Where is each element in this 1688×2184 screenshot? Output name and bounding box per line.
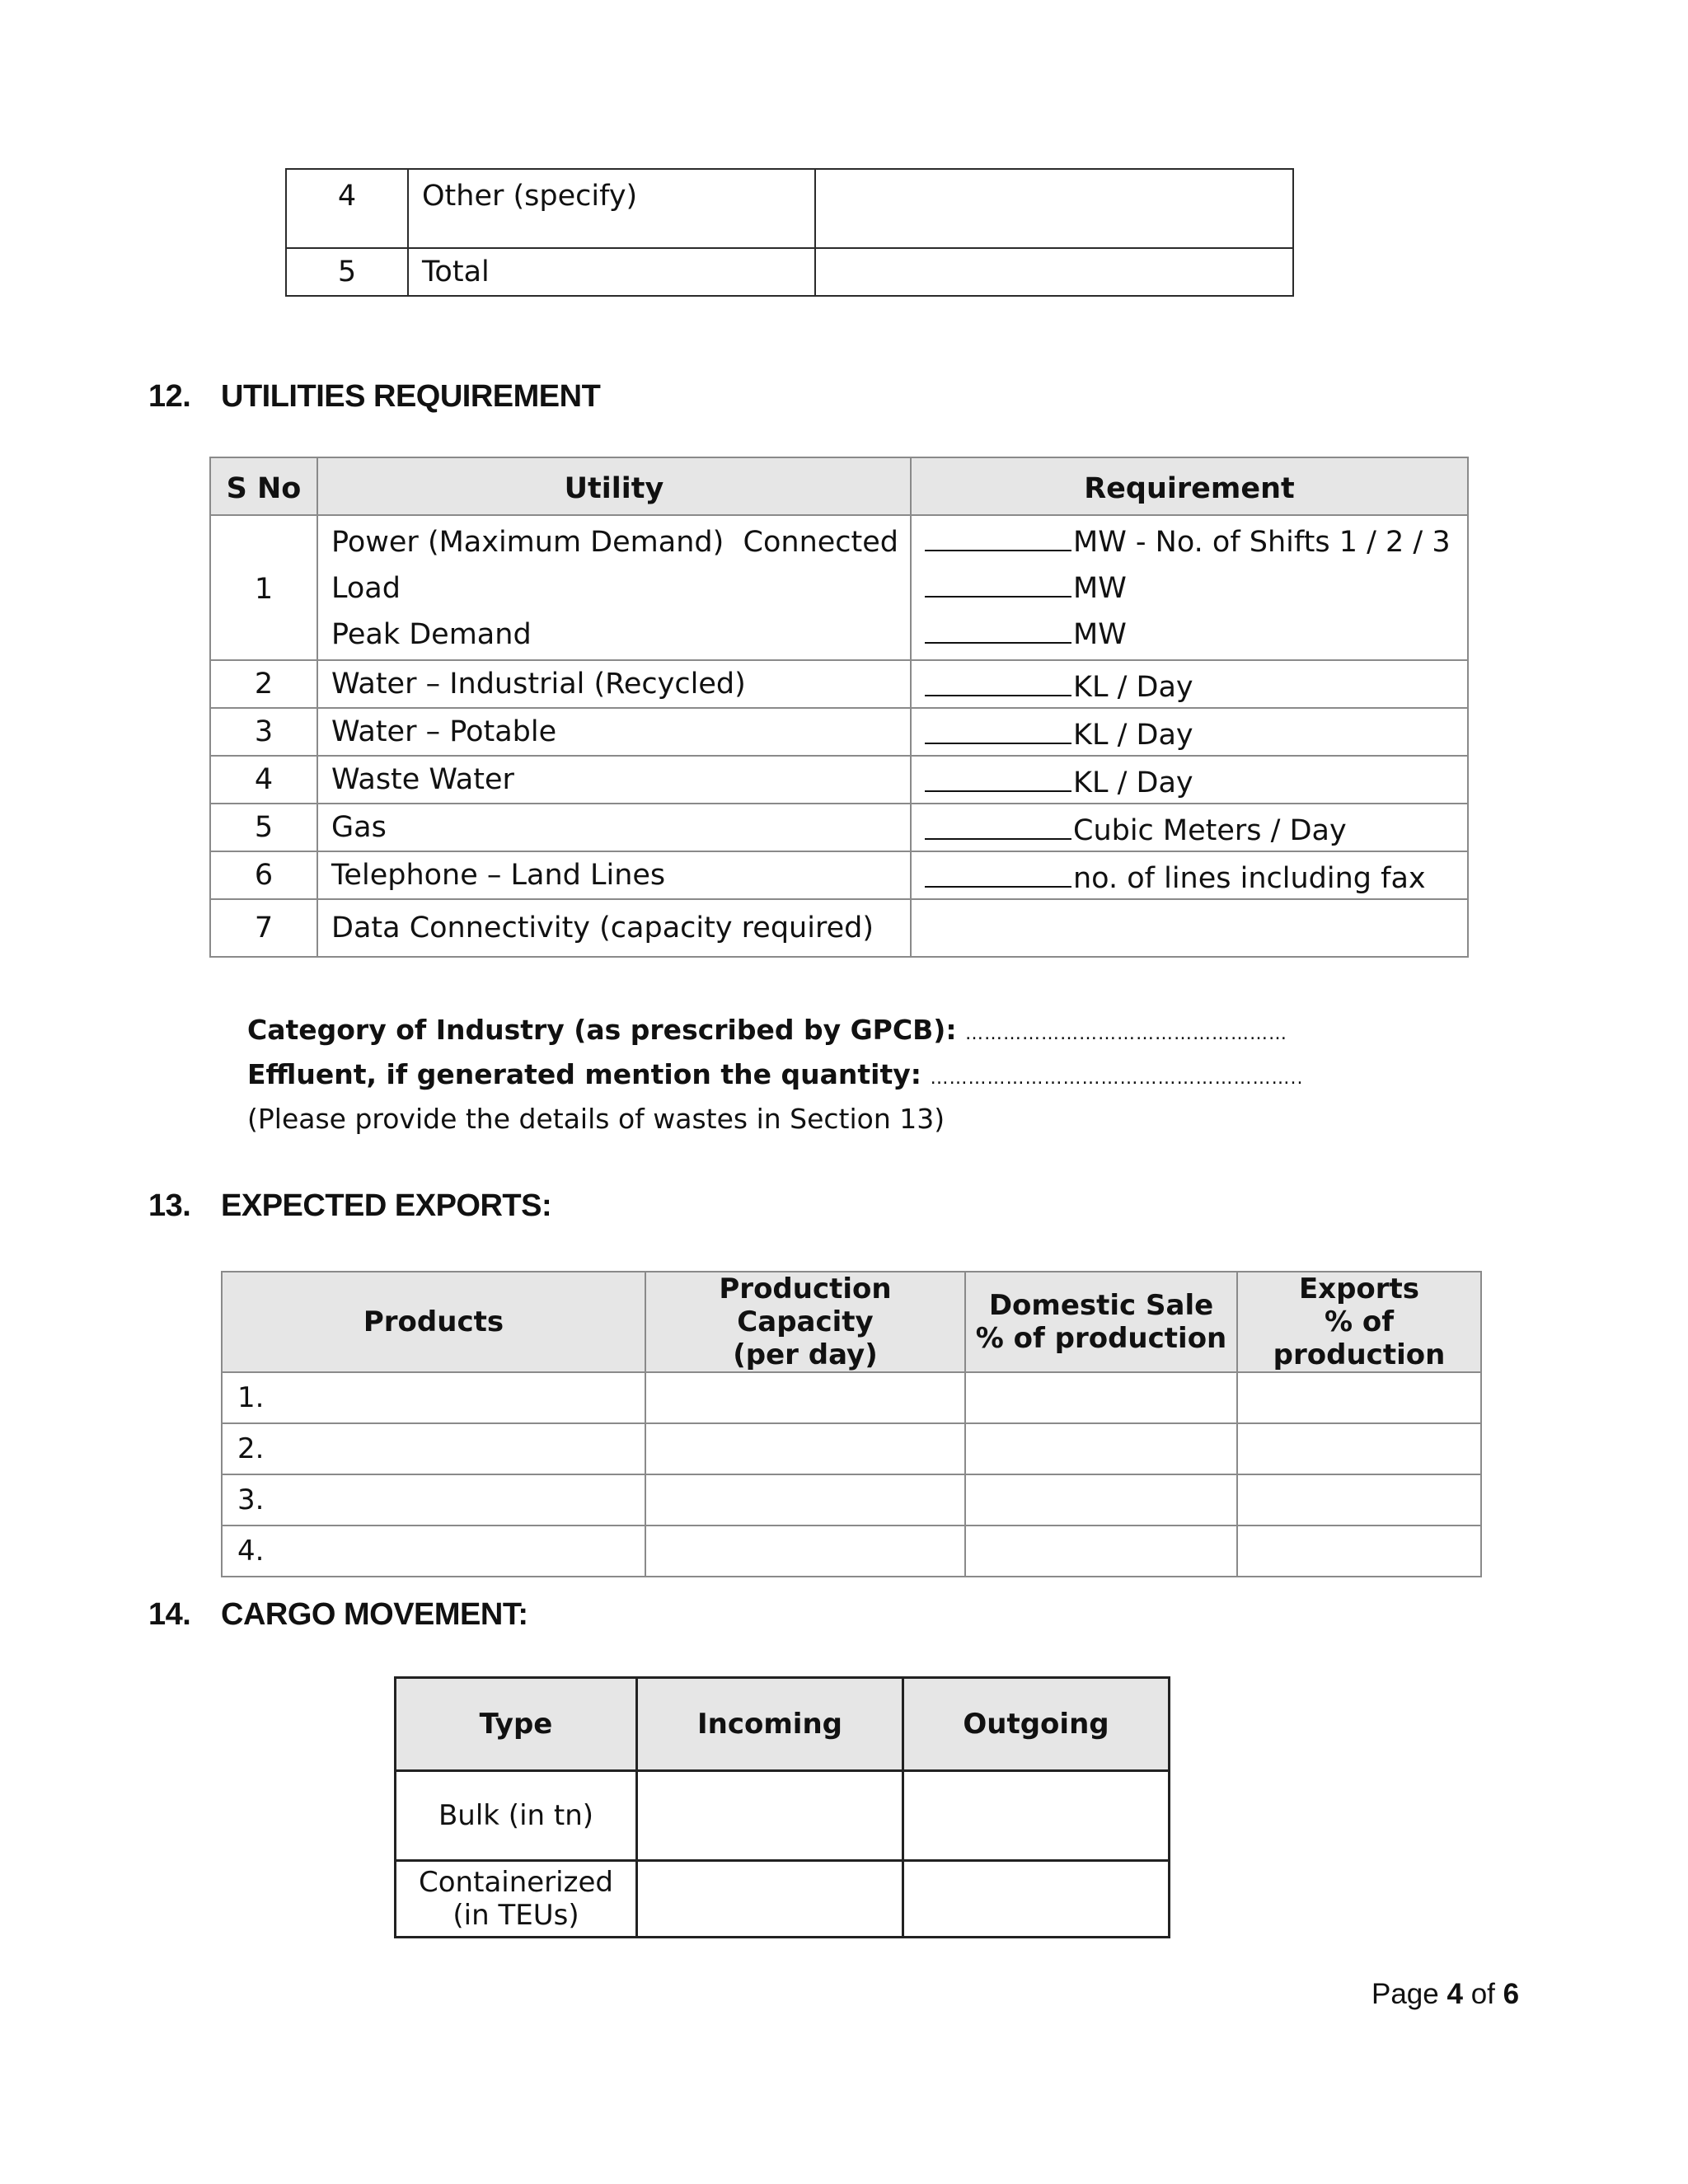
column-header-type: Type — [396, 1678, 637, 1771]
table-row — [222, 1526, 1481, 1577]
table-row — [210, 515, 1468, 660]
cargo-table — [394, 1676, 1170, 1938]
column-header-domestic — [965, 1272, 1237, 1372]
section-13-heading — [148, 1188, 551, 1224]
peak-demand-label: Peak Demand — [331, 618, 532, 651]
product-number: 3. — [222, 1474, 645, 1526]
requirement-line — [925, 612, 1467, 658]
requirement-line — [925, 565, 1467, 612]
blank-field[interactable] — [925, 612, 1071, 644]
column-header-outgoing: Outgoing — [903, 1678, 1170, 1771]
category-line — [247, 1014, 1287, 1046]
row-number: 4 — [286, 169, 408, 248]
table-row — [222, 1474, 1481, 1526]
header-line: Production Capacity — [719, 1272, 892, 1338]
requirement-cell[interactable] — [911, 899, 1468, 957]
header-line: % of production — [1273, 1305, 1446, 1371]
row-number: 1 — [210, 515, 317, 660]
utility-label: Water – Industrial (Recycled) — [317, 660, 911, 708]
column-header-products: Products — [222, 1272, 645, 1372]
exports-cell[interactable] — [1237, 1423, 1481, 1474]
column-header-exports — [1237, 1272, 1481, 1372]
header-line: Domestic Sale — [988, 1289, 1214, 1322]
incoming-cell[interactable] — [637, 1861, 903, 1938]
table-header-row — [396, 1678, 1170, 1771]
utility-label: Water – Potable — [317, 708, 911, 756]
category-label: Category of Industry (as prescribed by GPCB): — [247, 1014, 957, 1046]
cargo-type-bulk: Bulk (in tn) — [396, 1771, 637, 1861]
table-header-row — [210, 457, 1468, 515]
blank-field[interactable] — [925, 808, 1071, 840]
column-header-incoming: Incoming — [637, 1678, 903, 1771]
table-header-row — [222, 1272, 1481, 1372]
section-number: 12. — [148, 379, 191, 414]
table-row — [210, 708, 1468, 756]
unit-label: KL / Day — [1073, 670, 1193, 704]
connected-label: Connected — [743, 526, 898, 559]
product-number: 1. — [222, 1372, 645, 1423]
current-page: 4 — [1447, 1978, 1463, 2010]
domestic-cell[interactable] — [965, 1474, 1237, 1526]
section-title: EXPECTED EXPORTS: — [221, 1188, 552, 1223]
capacity-cell[interactable] — [645, 1474, 965, 1526]
unit-label: no. of lines including fax — [1073, 861, 1426, 895]
utility-label: Data Connectivity (capacity required) — [317, 899, 911, 957]
table-row — [210, 851, 1468, 899]
of-word: of — [1470, 1978, 1495, 2010]
table-row — [396, 1771, 1170, 1861]
requirement-cell — [911, 851, 1468, 899]
header-line: % of production — [975, 1322, 1227, 1355]
domestic-cell[interactable] — [965, 1423, 1237, 1474]
row-number: 6 — [210, 851, 317, 899]
exports-cell[interactable] — [1237, 1526, 1481, 1577]
column-header-capacity — [645, 1272, 965, 1372]
blank-field[interactable] — [925, 566, 1071, 598]
row-label: Total — [408, 248, 815, 296]
incoming-cell[interactable] — [637, 1771, 903, 1861]
section-12-heading — [148, 379, 600, 415]
page-number — [1372, 1978, 1519, 2011]
power-utility-cell — [317, 515, 911, 660]
table-row — [222, 1372, 1481, 1423]
outgoing-cell[interactable] — [903, 1861, 1170, 1938]
exports-table — [221, 1271, 1482, 1577]
blank-field[interactable] — [925, 761, 1071, 792]
requirement-line — [925, 519, 1467, 565]
product-number: 4. — [222, 1526, 645, 1577]
utility-label: Waste Water — [317, 756, 911, 804]
header-line: (per day) — [733, 1338, 878, 1371]
column-header-sno: S No — [210, 457, 317, 515]
power-line-1 — [331, 519, 910, 565]
section-number: 13. — [148, 1188, 191, 1223]
section-number: 14. — [148, 1597, 191, 1632]
table-row — [396, 1861, 1170, 1938]
effluent-blank[interactable]: ………………………………………………….. — [930, 1068, 1304, 1089]
section-title: CARGO MOVEMENT: — [221, 1597, 528, 1632]
exports-cell[interactable] — [1237, 1474, 1481, 1526]
effluent-label: Effluent, if generated mention the quantity: — [247, 1058, 921, 1090]
category-blank[interactable]: …………………………………………… — [965, 1024, 1288, 1044]
unit-label: KL / Day — [1073, 718, 1193, 752]
unit-label: MW — [1073, 618, 1127, 651]
utility-label: Telephone – Land Lines — [317, 851, 911, 899]
header-line: Exports — [1298, 1272, 1420, 1305]
utilities-table — [209, 457, 1469, 958]
section-title: UTILITIES REQUIREMENT — [221, 379, 601, 414]
row-number: 2 — [210, 660, 317, 708]
power-requirement-cell — [911, 515, 1468, 660]
capacity-cell[interactable] — [645, 1372, 965, 1423]
table-row — [286, 169, 1293, 248]
product-number: 2. — [222, 1423, 645, 1474]
row-value-cell[interactable] — [815, 248, 1293, 296]
table-row — [210, 804, 1468, 851]
row-number: 3 — [210, 708, 317, 756]
row-number: 5 — [286, 248, 408, 296]
unit-label: KL / Day — [1073, 766, 1193, 799]
row-label: Other (specify) — [408, 169, 815, 248]
column-header-requirement: Requirement — [911, 457, 1468, 515]
capacity-cell[interactable] — [645, 1526, 965, 1577]
column-header-utility: Utility — [317, 457, 911, 515]
outgoing-cell[interactable] — [903, 1771, 1170, 1861]
table-row — [222, 1423, 1481, 1474]
load-label: Load — [331, 572, 401, 605]
capacity-cell[interactable] — [645, 1423, 965, 1474]
row-value-cell[interactable] — [815, 169, 1293, 248]
unit-label: MW — [1073, 572, 1127, 605]
requirement-cell — [911, 660, 1468, 708]
utility-label: Gas — [317, 804, 911, 851]
page-word: Page — [1372, 1978, 1439, 2010]
blank-field[interactable] — [925, 713, 1071, 744]
blank-field[interactable] — [925, 856, 1071, 888]
table-row — [210, 899, 1468, 957]
continuation-table — [285, 168, 1294, 297]
requirement-cell — [911, 804, 1468, 851]
table-row — [210, 756, 1468, 804]
requirement-cell — [911, 708, 1468, 756]
table-row — [210, 660, 1468, 708]
unit-label: Cubic Meters / Day — [1073, 813, 1347, 847]
exports-cell[interactable] — [1237, 1372, 1481, 1423]
row-number: 5 — [210, 804, 317, 851]
cargo-type-containerized — [396, 1861, 637, 1938]
power-label: Power (Maximum Demand) — [331, 526, 724, 559]
section-14-heading — [148, 1597, 528, 1633]
row-number: 7 — [210, 899, 317, 957]
effluent-line — [247, 1058, 1303, 1090]
requirement-cell — [911, 756, 1468, 804]
row-number: 4 — [210, 756, 317, 804]
unit-label: MW - No. of Shifts 1 / 2 / 3 — [1073, 526, 1451, 559]
blank-field[interactable] — [925, 665, 1071, 696]
domestic-cell[interactable] — [965, 1372, 1237, 1423]
blank-field[interactable] — [925, 520, 1071, 551]
table-row — [286, 248, 1293, 296]
type-line: Containerized — [419, 1866, 613, 1899]
total-pages: 6 — [1503, 1978, 1520, 2010]
details-note: (Please provide the details of wastes in Section 13) — [247, 1103, 945, 1135]
domestic-cell[interactable] — [965, 1526, 1237, 1577]
type-line: (in TEUs) — [452, 1899, 579, 1932]
